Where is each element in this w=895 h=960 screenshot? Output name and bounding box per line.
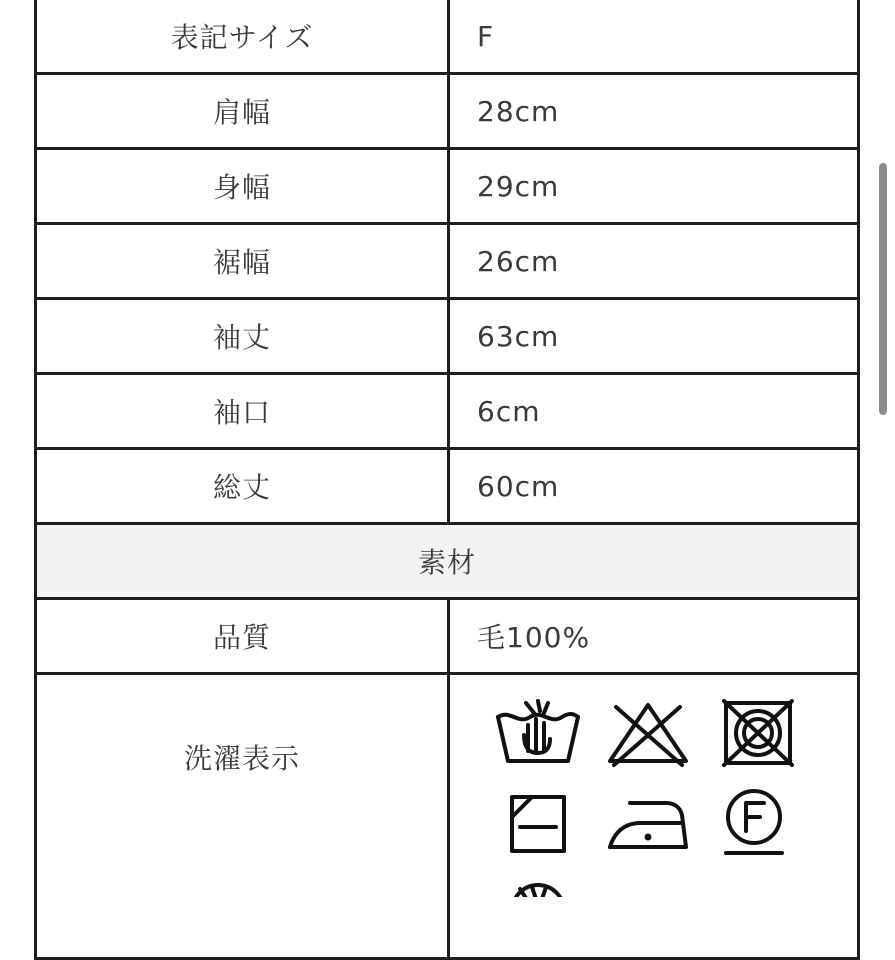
care-symbols-cell: [449, 674, 859, 959]
vertical-scrollbar[interactable]: [879, 163, 887, 415]
total-length-label: 総丈: [36, 449, 449, 524]
size-value: F: [449, 0, 859, 74]
table-row: [36, 0, 859, 74]
table-row: [36, 224, 859, 299]
hem-width-value: 26cm: [449, 224, 859, 299]
no-tumble-dry-icon: [710, 695, 806, 771]
cuff-width-label: 袖口: [36, 374, 449, 449]
material-section-row: [36, 524, 859, 599]
dry-clean-f-icon: [710, 783, 806, 859]
table-row: [36, 599, 859, 674]
hand-wash-icon: [490, 695, 586, 771]
total-length-value: 60cm: [449, 449, 859, 524]
quality-value: 毛100%: [449, 599, 859, 674]
shoulder-width-value: 28cm: [449, 74, 859, 149]
quality-label: 品質: [36, 599, 449, 674]
care-symbols-grid: [490, 695, 857, 897]
table-row: [36, 449, 859, 524]
sleeve-length-label: 袖丈: [36, 299, 449, 374]
no-bleach-icon: [600, 695, 696, 771]
shoulder-width-label: 肩幅: [36, 74, 449, 149]
material-section-header: 素材: [36, 524, 859, 599]
table-row: [36, 74, 859, 149]
hem-width-label: 裾幅: [36, 224, 449, 299]
size-label: 表記サイズ: [36, 0, 449, 74]
table-row: [36, 149, 859, 224]
cuff-width-value: 6cm: [449, 374, 859, 449]
body-width-value: 29cm: [449, 149, 859, 224]
table-row: [36, 299, 859, 374]
care-label: 洗濯表示: [36, 674, 449, 959]
table-row: [36, 374, 859, 449]
wet-clean-icon: [490, 871, 586, 897]
sleeve-length-value: 63cm: [449, 299, 859, 374]
care-row: [36, 674, 859, 959]
body-width-label: 身幅: [36, 149, 449, 224]
dry-flat-in-shade-icon: [490, 783, 586, 859]
iron-low-icon: [600, 783, 696, 859]
size-spec-table: [34, 0, 860, 960]
